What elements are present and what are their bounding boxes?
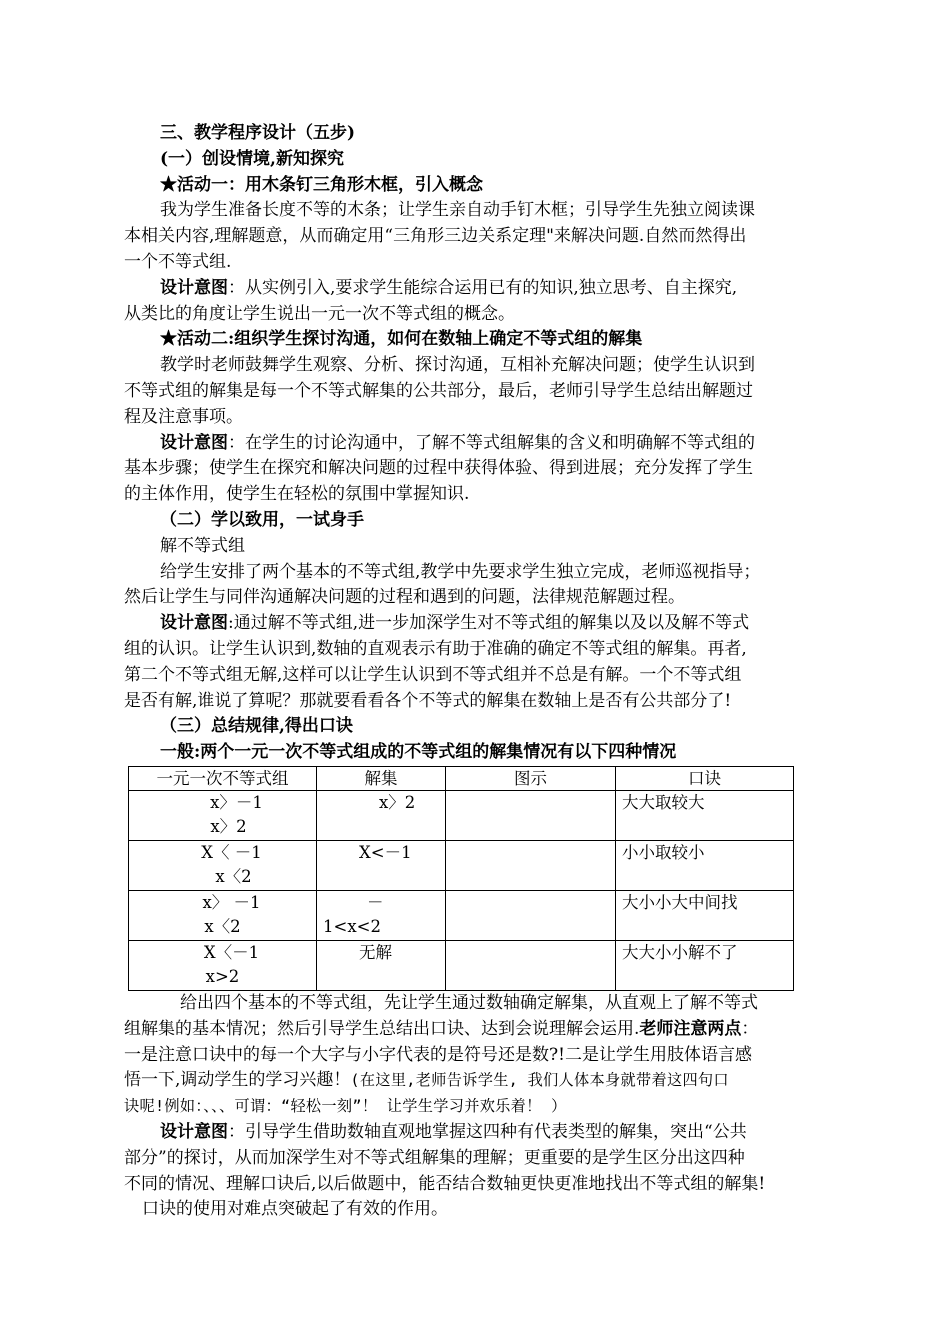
system-cell: x〉 －1 x〈2: [129, 890, 317, 940]
paragraph-line: 基本步骤；使学生在探究和解决问题的过程中获得体验、得到进展；充分发挥了学生: [124, 458, 753, 479]
paragraph-line: 的主体作用，使学生在轻松的氛围中掌握知识.: [124, 484, 470, 505]
system-cell: x〉－1 x〉2: [129, 790, 317, 840]
design-intent-2: [124, 431, 836, 457]
design-intent-1: [124, 276, 836, 302]
handwritten-note: (在这里,老师告诉学生, 我们人体本身就带着这四句口: [350, 1071, 729, 1090]
activity2-title: ★活动二:组织学生探讨沟通，如何在数轴上确定不等式组的解集: [160, 329, 643, 350]
design-text: ：在学生的讨论沟通中，了解不等式组解集的含义和明确解不等式组的: [228, 432, 755, 453]
closing-line: 口诀的使用对难点突破起了有效的作用。: [142, 1199, 448, 1220]
paragraph-line: 我为学生准备长度不等的木条；让学生亲自动手钉木框；引导学生先独立阅读课: [160, 200, 755, 221]
part2-subtitle: 解不等式组: [160, 535, 245, 556]
design-text: ：引导学生借助数轴直观地掌握这四种有代表类型的解集，突出“公共: [228, 1121, 747, 1142]
system-cell: X〈 －1 x〈2: [129, 840, 317, 890]
paragraph-line: 是否有解,谁说了算呢？那就要看看各个不等式的解集在数轴上是否有公共部分了!: [124, 690, 732, 711]
solution-cell: 无解: [317, 940, 446, 990]
part1-title: (一）创设情境,新知探究: [160, 148, 344, 169]
solution-cell: －1<x<2: [317, 890, 446, 940]
figure-cell: [446, 790, 616, 840]
paragraph-line: 一个不等式组.: [124, 251, 232, 272]
figure-cell: [446, 890, 616, 940]
rhyme-cell: 大大小小解不了: [616, 940, 794, 990]
handwritten-note: 诀呢!例如：、、、可谓：“轻松一刻”！ 让学生学习并欢乐着！ ）: [124, 1097, 567, 1116]
activity1-title: ★活动一：用木条钉三角形木框，引入概念: [160, 174, 483, 195]
table-header-cell: 图示: [446, 766, 616, 790]
paragraph-line: 悟一下,调动学生的学习兴趣！(在这里,老师告诉学生, 我们人体本身就带着这四句口: [124, 1070, 729, 1091]
inequality-table: [128, 766, 794, 991]
rhyme-cell: 大大取较大: [616, 790, 794, 840]
design-label: 设计意图: [160, 1121, 228, 1142]
paragraph-line: 一是注意口诀中的每一个大字与小字代表的是符号还是数?!二是让学生用肢体语言感: [124, 1044, 752, 1065]
design-text: ：从实例引入,要求学生能综合运用已有的知识,独立思考、自主探究,: [228, 277, 738, 298]
figure-cell: [446, 940, 616, 990]
paragraph-line: 不等式组的解集是每一个不等式解集的公共部分，最后，老师引导学生总结出解题过: [124, 380, 753, 401]
design-text: :通过解不等式组,进一步加深学生对不等式组的解集以及以及解不等式: [228, 613, 750, 634]
design-label: 设计意图: [160, 613, 228, 634]
paragraph-line: 不同的情况、理解口诀后,以后做题中，能否结合数轴更快更准地找出不等式组的解集!: [124, 1173, 766, 1194]
section-title: 三、教学程序设计（五步): [160, 123, 356, 143]
part3-title: （三）总结规律,得出口诀: [160, 716, 353, 737]
paragraph-line: 然后让学生与同伴沟通解决问题的过程和遇到的问题，法律规范解题过程。: [124, 587, 685, 608]
rhyme-cell: 小小取较小: [616, 840, 794, 890]
paragraph-line: 程及注意事项。: [124, 406, 243, 427]
design-label: 设计意图: [160, 277, 228, 298]
table-header-row: [129, 766, 794, 790]
table-header-cell: 口诀: [616, 766, 794, 790]
paragraph-line: 给学生安排了两个基本的不等式组,教学中先要求学生独立完成，老师巡视指导；: [160, 561, 761, 582]
paragraph-line: 组的认识。让学生认识到,数轴的直观表示有助于准确的确定不等式组的解集。再者,: [124, 638, 747, 659]
paragraph-line: 本相关内容,理解题意，从而确定用“三角形三边关系定理"来解决问题.自然而然得出: [124, 226, 747, 247]
table-row: [129, 890, 794, 940]
table-header-cell: 一元一次不等式组: [129, 766, 317, 790]
table-row: [129, 940, 794, 990]
design-intent-4: [124, 1120, 836, 1146]
table-row: [129, 840, 794, 890]
solution-cell: x〉2: [317, 790, 446, 840]
paragraph-line: 第二个不等式组无解,这样可以让学生认识到不等式组并不总是有解。一个不等式组: [124, 664, 742, 685]
paragraph-line: 给出四个基本的不等式组，先让学生通过数轴确定解集，从直观上了解不等式: [180, 992, 758, 1013]
rhyme-cell: 大小小大中间找: [616, 890, 794, 940]
system-cell: X〈－1 x>2: [129, 940, 317, 990]
paragraph-line: 从类比的角度让学生说出一元一次不等式组的概念。: [124, 303, 515, 324]
part3-subtitle: 一般:两个一元一次不等式组成的不等式组的解集情况有以下四种情况: [160, 742, 677, 763]
table-header-cell: 解集: [317, 766, 446, 790]
paragraph-line: 组解集的基本情况；然后引导学生总结出口诀、达到会说理解会运用.老师注意两点：: [124, 1018, 759, 1039]
design-label: 设计意图: [160, 432, 228, 453]
figure-cell: [446, 840, 616, 890]
part2-title: （二）学以致用，一试身手: [160, 509, 364, 530]
teacher-note: 老师注意两点: [639, 1018, 742, 1039]
paragraph-line: 部分”的探讨，从而加深学生对不等式组解集的理解；更重要的是学生区分出这四种: [124, 1147, 745, 1168]
document-body: [124, 121, 836, 1223]
design-intent-3: [124, 611, 836, 637]
table-row: [129, 790, 794, 840]
solution-cell: X<－1: [317, 840, 446, 890]
paragraph-line: 教学时老师鼓舞学生观察、分析、探讨沟通，互相补充解决问题；使学生认识到: [160, 355, 755, 376]
